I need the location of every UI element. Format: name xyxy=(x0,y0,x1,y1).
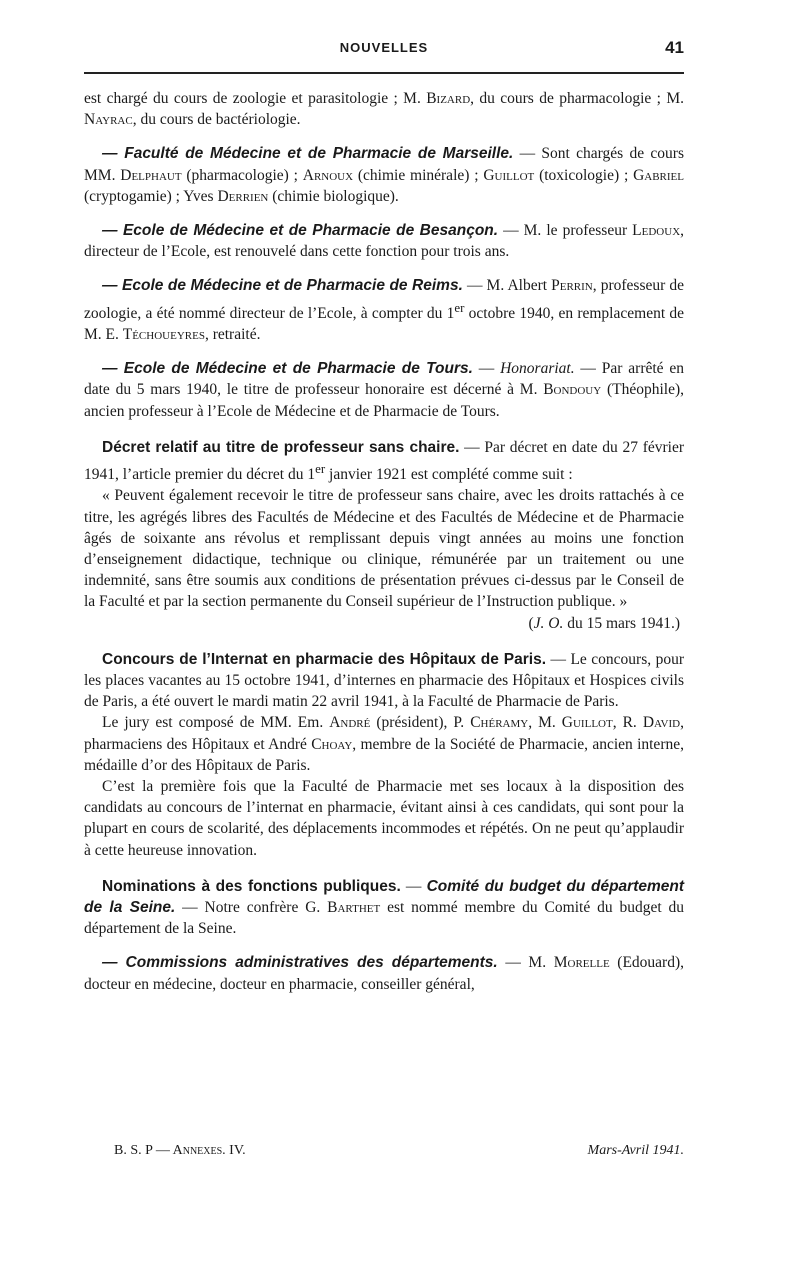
paragraph-commissions: — Commissions administratives des départements. — M. Morelle (Edouard), docteur en médecine, docteur en pharmacie, conseiller général, xyxy=(84,954,684,993)
paragraph-innovation: C’est la première fois que la Faculté de Pharmacie met ses locaux à la disposition des candidats au concours de l’internat en pharmacie, évitant ainsi à ces candidats, qui sont pour la plupart en cours de scolarité, des déplacements incommodes et répétés. On ne peut qu’applaudir à cette heureuse innovation. xyxy=(84,778,684,859)
footer-date: Mars-Avril 1941. xyxy=(587,1143,684,1158)
section-heading: — Ecole de Médecine et de Pharmacie de Besançon. xyxy=(102,222,499,240)
paragraph-citation: « Peuvent également recevoir le titre de professeur sans chaire, avec les droits rattachés à ce titre, les agrégés libres des Facultés de Médecine et des Facultés de Médecine et de Pharmacie âgés de soixante ans révolus et remplissant depuis vingt années au moins une fonction d’enseignement didactique, technique ou clinique, rémunérée par un traitement ou une indemnité, sans être soumis aux conditions de présentation prévues ci-dessus par le Conseil de la Faculté et par la section permanente du Conseil supérieur de l’Instruction publique. » xyxy=(84,487,684,611)
running-head xyxy=(84,38,684,62)
paragraph-zoologie: est chargé du cours de zoologie et parasitologie ; M. Bizard, du cours de pharmacologie ; M. Nayrac, du cours de bactériologie. xyxy=(84,90,684,129)
section-heading: — Ecole de Médecine et de Pharmacie de Tours. xyxy=(102,360,473,378)
footer-journal-ref: B. S. P — Annexes. IV. xyxy=(114,1143,246,1158)
paragraph-reims: — Ecole de Médecine et de Pharmacie de Reims. — M. Albert Perrin, professeur de zoologie, a été nommé directeur de l’Ecole, à compter du 1er octobre 1940, en remplacement de M. E. Téchoueyres, retraité. xyxy=(84,277,684,343)
citation-reference: (J. O. du 15 mars 1941.) xyxy=(528,614,680,632)
section-heading: — Commissions administratives des départements. xyxy=(102,954,498,972)
running-head-title: NOUVELLES xyxy=(339,40,429,55)
paragraph-jury: Le jury est composé de MM. Em. André (président), P. Chéramy, M. Guillot, R. David, pharmaciens des Hôpitaux et André Choay, membre de la Société de Pharmacie, ancien interne, médaille d’or des Hôpitaux de Paris. xyxy=(84,714,684,774)
section-subheading: Comité du budget du département de la Seine. xyxy=(84,877,685,917)
section-heading: Concours de l’Internat en pharmacie des Hôpitaux de Paris. xyxy=(102,650,547,668)
paragraph-concours: Concours de l’Internat en pharmacie des Hôpitaux de Paris. — Le concours, pour les places vacantes au 15 octobre 1941, d’internes en pharmacie des Hôpitaux et Hospices civils de Paris, a été ouvert le mardi matin 22 avril 1941, à la Faculté de Pharmacie de Paris. xyxy=(84,650,684,711)
section-heading: Décret relatif au titre de professeur sans chaire. xyxy=(102,438,460,456)
paragraph-decret: Décret relatif au titre de professeur sans chaire. — Par décret en date du 27 février 1941, l’article premier du décret du 1er janvier 1921 est complété comme suit : xyxy=(84,438,685,484)
section-heading: — Ecole de Médecine et de Pharmacie de Reims. xyxy=(102,277,463,295)
page-footer xyxy=(84,1143,684,1165)
section-heading: Nominations à des fonctions publiques. xyxy=(102,877,401,895)
section-heading: — Faculté de Médecine et de Pharmacie de Marseille. xyxy=(102,145,514,163)
article-body xyxy=(84,88,684,995)
paragraph-nominations: Nominations à des fonctions publiques. — Comité du budget du département de la Seine. — Notre confrère G. Barthet est nommé membre du Comité du budget du département de la Seine. xyxy=(84,877,685,938)
page-number: 41 xyxy=(665,38,684,57)
paragraph-besancon: — Ecole de Médecine et de Pharmacie de Besançon. — M. le professeur Ledoux, directeur de l’Ecole, est renouvelé dans cette fonction pour trois ans. xyxy=(84,222,685,261)
paragraph-tours: — Ecole de Médecine et de Pharmacie de Tours. — Honorariat. — Par arrêté en date du 5 mars 1940, le titre de professeur honoraire est décerné à M. Bondouy (Théophile), ancien professeur à l’Ecole de Médecine et de Pharmacie de Tours. xyxy=(84,360,685,420)
header-rule xyxy=(84,72,684,74)
paragraph-marseille: — Faculté de Médecine et de Pharmacie de Marseille. — Sont chargés de cours MM. Delphaut (pharmacologie) ; Arnoux (chimie minérale) ; Guillot (toxicologie) ; Gabriel (cryptogamie) ; Yves Derrien (chimie biologique). xyxy=(84,145,684,205)
